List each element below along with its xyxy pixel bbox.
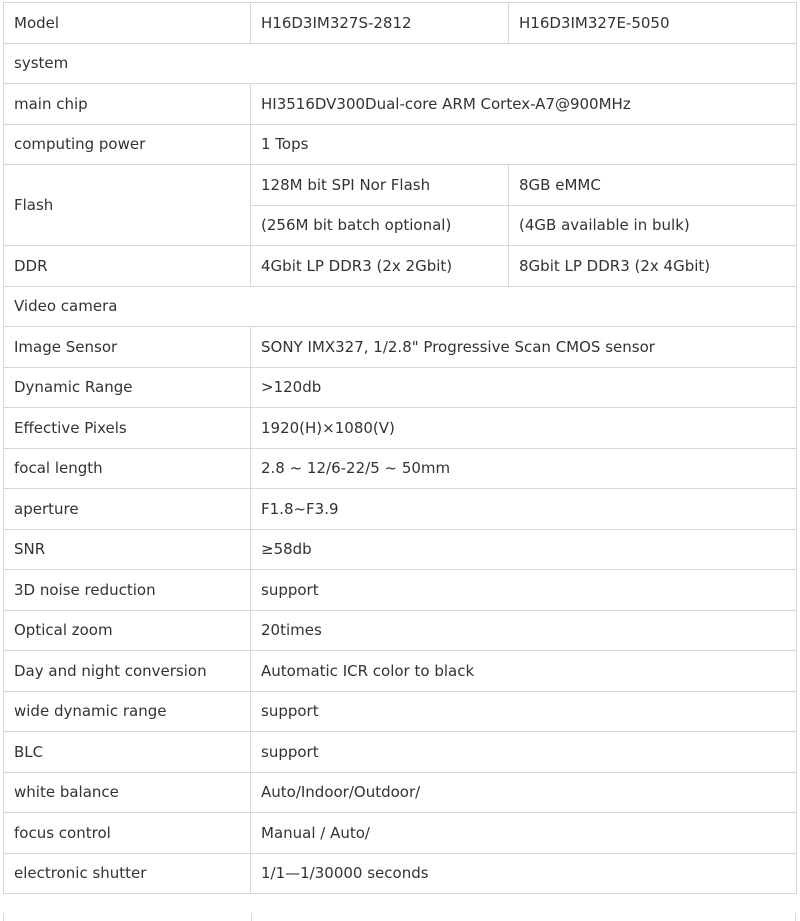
model-b-name: H16D3IM327E-5050 — [509, 3, 797, 44]
table-row-ddr — [4, 246, 797, 287]
flash-b-line2: (4GB available in bulk) — [509, 205, 797, 246]
table-row-model — [4, 3, 797, 44]
section-row-system — [4, 43, 797, 84]
table-row — [4, 691, 797, 732]
table-row — [4, 448, 797, 489]
video-rows — [4, 327, 797, 894]
row-value: 1 Tops — [251, 124, 797, 165]
row-value: Auto/Indoor/Outdoor/ — [251, 772, 797, 813]
row-value: Automatic ICR color to black — [251, 651, 797, 692]
row-label: computing power — [4, 124, 251, 165]
row-value: >120db — [251, 367, 797, 408]
ddr-b: 8Gbit LP DDR3 (2x 4Gbit) — [509, 246, 797, 287]
table-row — [4, 408, 797, 449]
row-label: white balance — [4, 772, 251, 813]
table-row — [4, 853, 797, 894]
table-row — [4, 732, 797, 773]
row-value: HI3516DV300Dual-core ARM Cortex-A7@900MHz — [251, 84, 797, 125]
column-divider — [251, 913, 252, 921]
row-value: 1920(H)×1080(V) — [251, 408, 797, 449]
table-row-computing-power — [4, 124, 797, 165]
table-row — [4, 570, 797, 611]
spec-table — [3, 2, 797, 894]
row-label: Flash — [4, 165, 251, 246]
table-continuation — [3, 913, 796, 921]
table-row — [4, 651, 797, 692]
row-label: SNR — [4, 529, 251, 570]
row-value: support — [251, 691, 797, 732]
ddr-a: 4Gbit LP DDR3 (2x 2Gbit) — [251, 246, 509, 287]
table-row — [4, 367, 797, 408]
row-value: ≥58db — [251, 529, 797, 570]
row-label: main chip — [4, 84, 251, 125]
table-row-flash — [4, 165, 797, 206]
table-row — [4, 489, 797, 530]
model-label: Model — [4, 3, 251, 44]
row-label: BLC — [4, 732, 251, 773]
row-label: electronic shutter — [4, 853, 251, 894]
row-value: F1.8~F3.9 — [251, 489, 797, 530]
table-row — [4, 327, 797, 368]
section-title-system: system — [4, 43, 797, 84]
row-value: SONY IMX327, 1/2.8" Progressive Scan CMOS sensor — [251, 327, 797, 368]
table-row-main-chip — [4, 84, 797, 125]
row-label: wide dynamic range — [4, 691, 251, 732]
table-row — [4, 529, 797, 570]
row-label: aperture — [4, 489, 251, 530]
row-label: focal length — [4, 448, 251, 489]
row-value: Manual / Auto/ — [251, 813, 797, 854]
flash-a-line1: 128M bit SPI Nor Flash — [251, 165, 509, 206]
row-value: support — [251, 570, 797, 611]
table-row — [4, 772, 797, 813]
section-title-video: Video camera — [4, 286, 797, 327]
table-row — [4, 610, 797, 651]
row-label: focus control — [4, 813, 251, 854]
model-a-name: H16D3IM327S-2812 — [251, 3, 509, 44]
row-label: Day and night conversion — [4, 651, 251, 692]
table-row — [4, 813, 797, 854]
row-label: 3D noise reduction — [4, 570, 251, 611]
row-value: support — [251, 732, 797, 773]
row-value: 1/1—1/30000 seconds — [251, 853, 797, 894]
row-value: 20times — [251, 610, 797, 651]
row-label: Optical zoom — [4, 610, 251, 651]
row-label: Effective Pixels — [4, 408, 251, 449]
flash-a-line2: (256M bit batch optional) — [251, 205, 509, 246]
row-label: Dynamic Range — [4, 367, 251, 408]
section-row-video — [4, 286, 797, 327]
row-label: Image Sensor — [4, 327, 251, 368]
row-label: DDR — [4, 246, 251, 287]
flash-b-line1: 8GB eMMC — [509, 165, 797, 206]
row-value: 2.8 ~ 12/6-22/5 ~ 50mm — [251, 448, 797, 489]
